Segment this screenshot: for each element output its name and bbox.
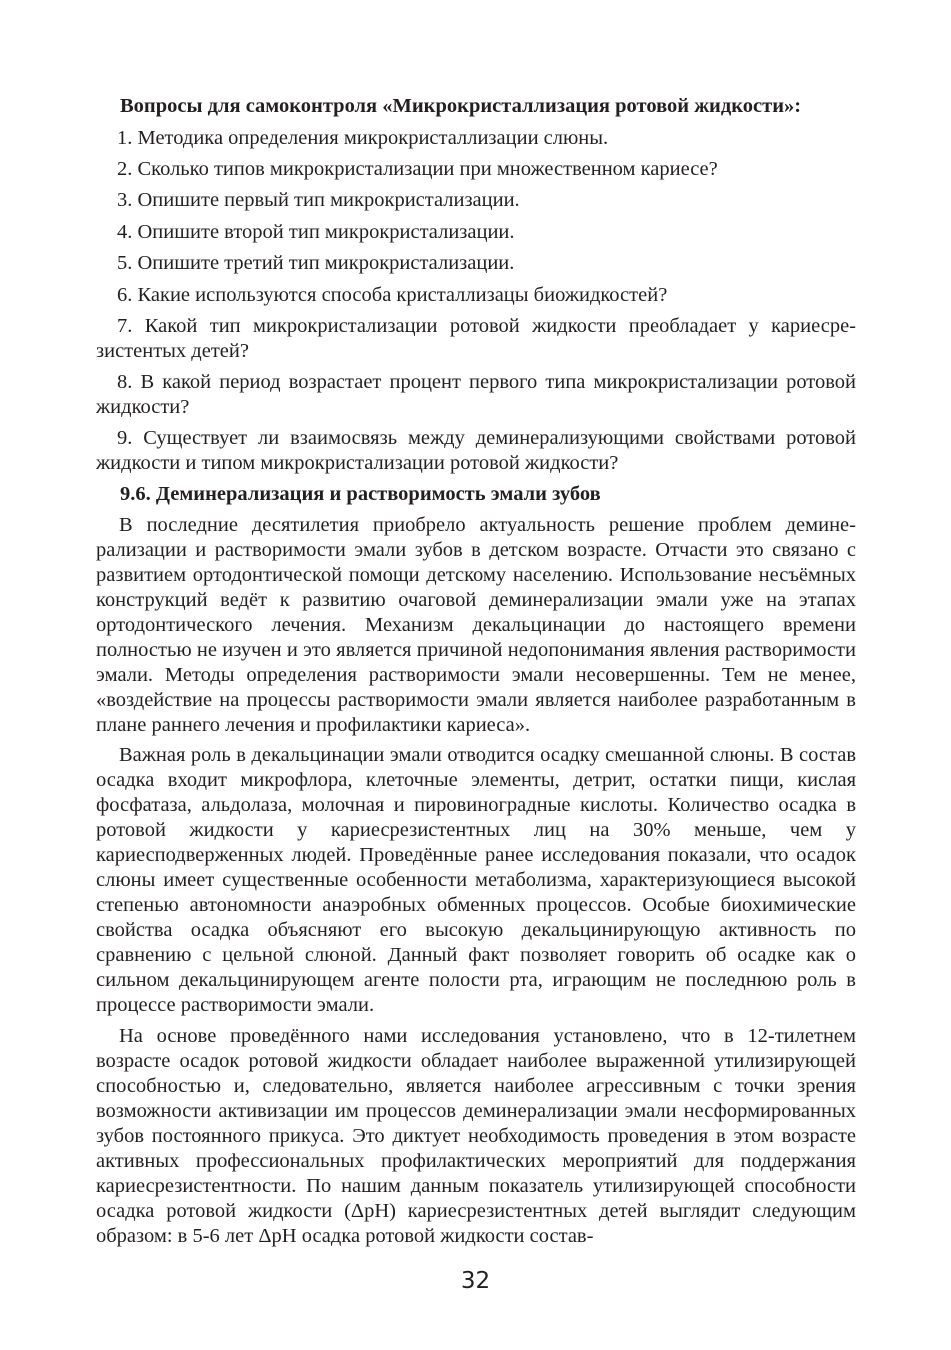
question-item: 4. Опишите второй тип микрокристализации. bbox=[117, 221, 515, 243]
question-item: 5. Опишите третий тип микрокристализации. bbox=[117, 252, 515, 274]
question-item: 9. Существует ли взаимосвязь между деминерализующими свойствами ротовой жидкости и типом микрокристализации ротовой жидкости? bbox=[96, 427, 856, 474]
question-item: 7. Какой тип микрокристализации ротовой жидкости преобладает у кариесрезистентых детей? bbox=[96, 315, 856, 362]
question-item: 8. В какой период возрастает процент первого типа микрокристализации ротовой жидкости? bbox=[96, 371, 856, 418]
body-paragraph: Важная роль в декальцинации эмали отводится осадку смешанной слюны. В состав осадка входит микрофлора, клеточные элементы, детрит, остатки пищи, кислая фосфатаза, альдолаза, молочная и пировиноградные кислоты. Количество осадка в ротовой жидкости у кариесрезистентных лиц на 30% меньше, чем у кариесподверженных людей. Проведённые ранее исследования показали, что осадок слюны имеет существенные особенности метаболизма, характеризующиеся высокой степенью автономности анаэробных обменных процессов. Особые биохимические свойства осадка объясняют его высокую декальцинирующую активность по сравнению с цельной слюной. Данный факт позволяет говорить об осадке как о сильном декальцинирующем агенте полости рта, играющим не последнюю роль в процессе растворимости эмали. bbox=[96, 744, 856, 1016]
body-paragraph: В последние десятилетия приобрело актуальность решение проблем деминерализации и растворимости эмали зубов в детском возрасте. Отчасти это связано с развитием ортодонтической помощи детскому населению. Использование несъёмных конструкций ведёт к развитию очаговой деминерализации эмали уже на этапах ортодонтического лечения. Механизм декальцинации до настоящего времени полностью не изучен и это является причиной недопонимания явления растворимости эмали. Методы определения растворимости эмали несовершенны. Тем не менее, «воздействие на процессы растворимости эмали является наиболее разработанным в плане раннего лечения и профилактики кариеса». bbox=[96, 514, 856, 736]
question-item: 6. Какие используются способа кристаллизацы биожидкостей? bbox=[117, 284, 668, 306]
page-number: 32 bbox=[460, 1268, 491, 1294]
body-paragraph: На основе проведённого нами исследования установлено, что в 12-тилетнем возрасте осадок ротовой жидкости обладает наиболее выраженной утилизирующей способностью и, следовательно, является наиболее агрессивным с точки зрения возможности активизации им процессов деминерализации эмали несформированных зубов постоянного прикуса. Это диктует необходимость проведения в этом возрасте активных профессиональных профилактических мероприятий для поддержания кариесрезистентности. По нашим данным показатель утилизирующей способности осадка ротовой жидкости (ΔpH) кариесрезистентных детей выглядит следующим образом: в 5-6 лет ΔpH осадка ротовой жидкости состав- bbox=[96, 1025, 856, 1247]
question-item: 2. Сколько типов микрокристализации при множественном кариесе? bbox=[117, 158, 718, 180]
question-item: 3. Опишите первый тип микрокристализации. bbox=[117, 189, 520, 211]
questions-heading: Вопросы для самоконтроля «Микрокристаллизация ротовой жидкости»: bbox=[120, 95, 802, 117]
section-heading: 9.6. Деминерализация и растворимость эмали зубов bbox=[120, 483, 601, 505]
question-item: 1. Методика определения микрокристаллизации слюны. bbox=[117, 127, 609, 149]
